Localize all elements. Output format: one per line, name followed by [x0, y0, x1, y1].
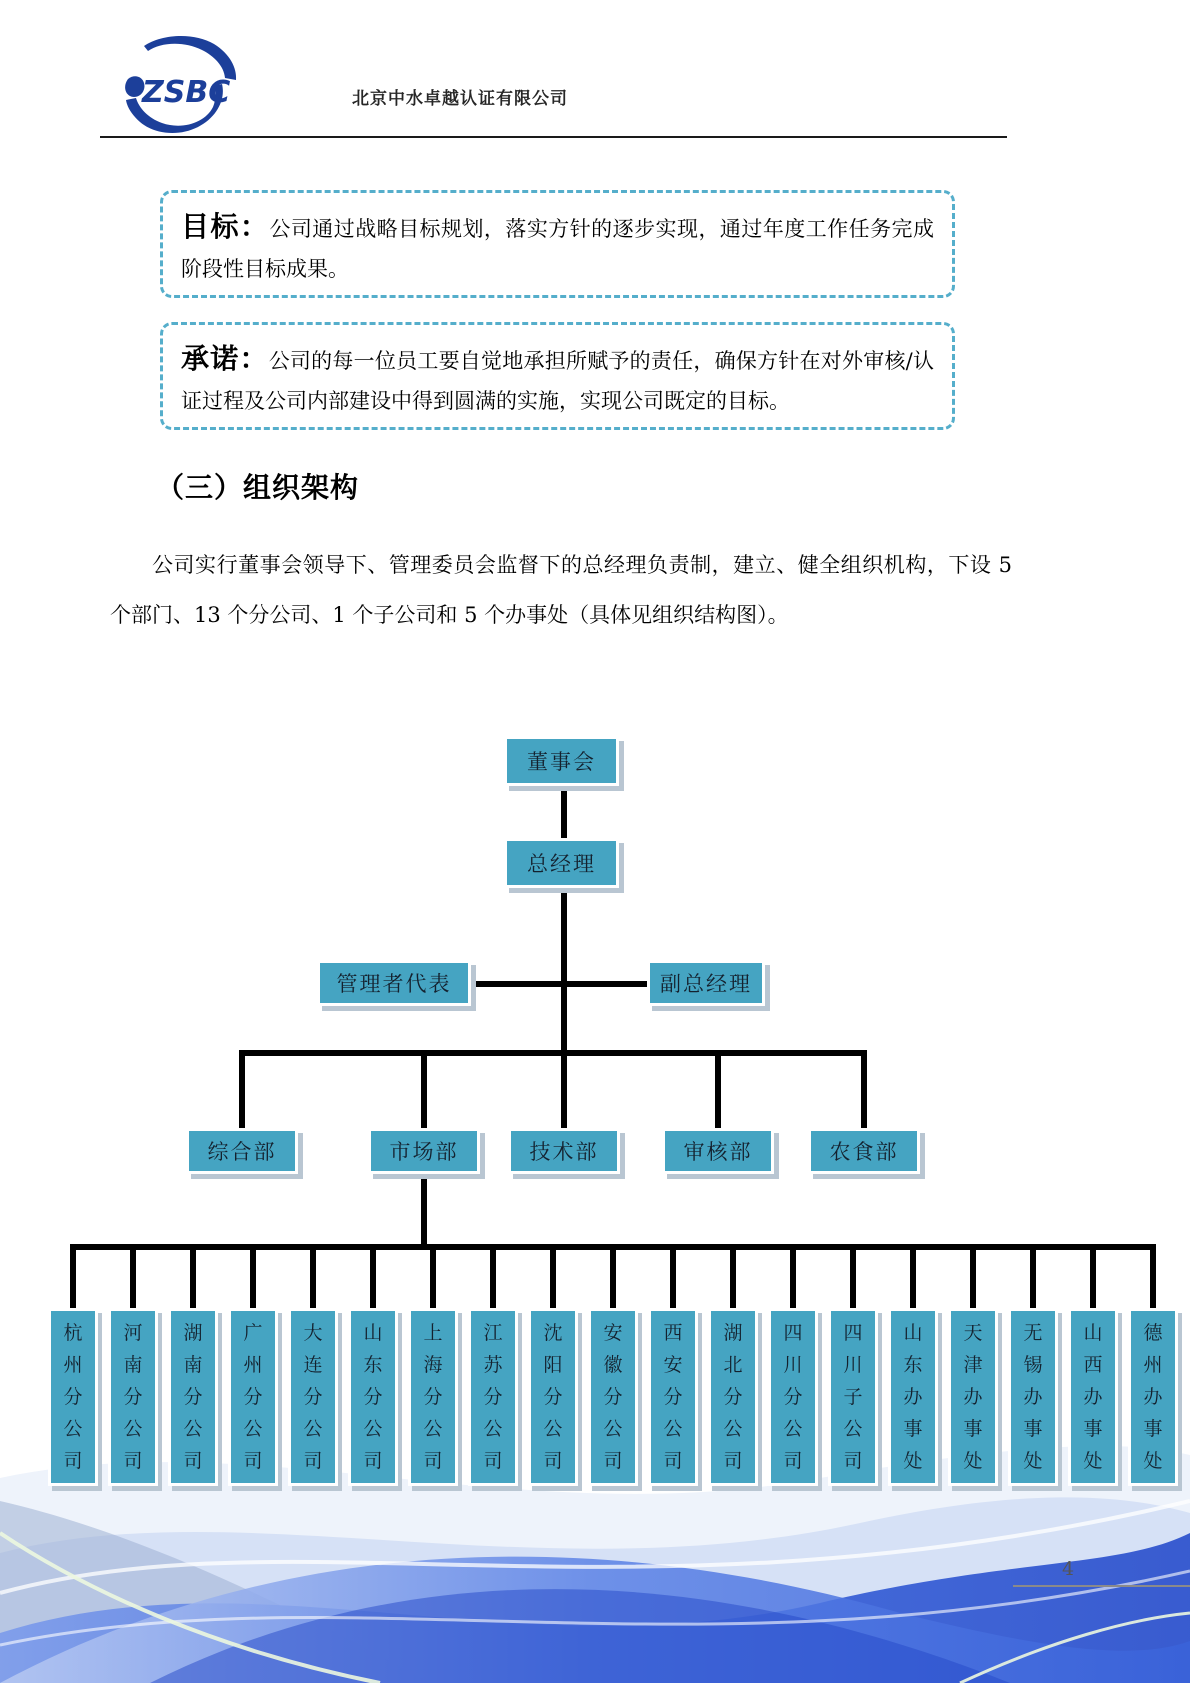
org-branch-char: 公 — [483, 1418, 503, 1440]
org-branch-char: 山 — [903, 1322, 923, 1344]
org-box-deputy-gm: 副总经理 — [647, 960, 765, 1006]
org-branch — [648, 1250, 698, 1486]
org-branch-char: 东 — [363, 1354, 383, 1376]
org-branch-char: 公 — [363, 1418, 383, 1440]
org-branch — [588, 1250, 638, 1486]
footer-page-number: 4 — [1062, 1558, 1075, 1580]
org-branch-char: 锡 — [1023, 1354, 1043, 1376]
org-branch — [708, 1250, 758, 1486]
org-dept-box: 市场部 — [368, 1128, 480, 1174]
connector-line — [561, 882, 567, 1050]
org-branch — [348, 1250, 398, 1486]
org-branch-char: 事 — [963, 1418, 983, 1440]
org-branch-char: 分 — [243, 1386, 263, 1408]
org-branch-char: 分 — [783, 1386, 803, 1408]
connector-line — [1030, 1250, 1036, 1308]
org-branch-char: 分 — [543, 1386, 563, 1408]
org-branch-char: 事 — [903, 1418, 923, 1440]
org-branch-char: 沈 — [543, 1322, 563, 1344]
org-dept-box: 审核部 — [662, 1128, 774, 1174]
org-branch-char: 办 — [1143, 1386, 1163, 1408]
org-branch-char: 处 — [1083, 1450, 1103, 1472]
org-branch-char: 公 — [783, 1418, 803, 1440]
org-branch-char: 司 — [663, 1450, 683, 1472]
org-branch-char: 上 — [423, 1322, 443, 1344]
connector-line — [430, 1250, 436, 1308]
org-branch-char: 办 — [1023, 1386, 1043, 1408]
org-branch-char: 连 — [303, 1354, 323, 1376]
org-branch-char: 司 — [603, 1450, 623, 1472]
org-branch-char: 办 — [903, 1386, 923, 1408]
org-branch-char: 司 — [543, 1450, 563, 1472]
connector-line — [1090, 1250, 1096, 1308]
connector-line — [370, 1250, 376, 1308]
org-branch — [1008, 1250, 1058, 1486]
org-branch-box — [1068, 1308, 1118, 1486]
org-branch-char: 公 — [63, 1418, 83, 1440]
org-branch-char: 司 — [723, 1450, 743, 1472]
goal-box — [160, 190, 955, 298]
org-branch-char: 徽 — [603, 1354, 623, 1376]
org-branch-char: 南 — [183, 1354, 203, 1376]
goal-label: 目标： — [181, 210, 270, 243]
org-branch-char: 分 — [483, 1386, 503, 1408]
footer-rule — [1013, 1585, 1190, 1587]
connector-line — [610, 1250, 616, 1308]
connector-line — [970, 1250, 976, 1308]
promise-text: 承诺：公司的每一位员工要自觉地承担所赋予的责任，确保方针在对外审核/认证过程及公司内部建设中得到圆满的实施，实现公司既定的目标。 — [181, 342, 934, 413]
org-branch-char: 无 — [1023, 1322, 1043, 1344]
org-branch — [948, 1250, 998, 1486]
org-dept-box: 综合部 — [186, 1128, 298, 1174]
org-branch-char: 西 — [1083, 1354, 1103, 1376]
connector-line — [790, 1250, 796, 1308]
org-branch-char: 分 — [63, 1386, 83, 1408]
org-branch-char: 州 — [63, 1354, 83, 1376]
org-branch-char: 河 — [123, 1322, 143, 1344]
connector-line — [550, 1250, 556, 1308]
org-branch-char: 司 — [123, 1450, 143, 1472]
org-branch-char: 司 — [363, 1450, 383, 1472]
org-branch-char: 公 — [183, 1418, 203, 1440]
org-branch-char: 广 — [243, 1322, 263, 1344]
org-branch-char: 处 — [903, 1450, 923, 1472]
org-branch — [1068, 1250, 1118, 1486]
org-branch-char: 南 — [123, 1354, 143, 1376]
org-branch-box — [348, 1308, 398, 1486]
org-branch-char: 德 — [1143, 1322, 1163, 1344]
org-branch-char: 大 — [303, 1322, 323, 1344]
connector-line — [421, 1056, 427, 1128]
org-branch-char: 处 — [1023, 1450, 1043, 1472]
org-box-board: 董事会 — [504, 736, 619, 786]
org-branch — [1128, 1250, 1178, 1486]
org-branch-char: 安 — [663, 1354, 683, 1376]
org-branch-box — [168, 1308, 218, 1486]
org-branch-char: 公 — [243, 1418, 263, 1440]
org-branch-char: 分 — [303, 1386, 323, 1408]
connector-line — [715, 1056, 721, 1128]
org-box-management-rep: 管理者代表 — [317, 960, 471, 1006]
org-branch — [168, 1250, 218, 1486]
header-rule — [100, 136, 1007, 138]
org-branch — [528, 1250, 578, 1486]
org-branch-char: 西 — [663, 1322, 683, 1344]
company-logo-icon — [106, 32, 251, 137]
org-dept-box: 技术部 — [508, 1128, 620, 1174]
org-branch-char: 分 — [723, 1386, 743, 1408]
org-branch-char: 司 — [483, 1450, 503, 1472]
connector-line — [730, 1250, 736, 1308]
connector-line — [310, 1250, 316, 1308]
connector-line — [910, 1250, 916, 1308]
org-branch-char: 苏 — [483, 1354, 503, 1376]
org-branch-char: 公 — [843, 1418, 863, 1440]
body-paragraph: 公司实行董事会领导下、管理委员会监督下的总经理负责制，建立、健全组织机构，下设 5 个部门、13 个分公司、1 个子公司和 5 个办事处（具体见组织结构图）。 — [110, 553, 1012, 627]
connector-line — [421, 1170, 427, 1244]
org-branch-char: 子 — [843, 1386, 863, 1408]
org-branch-box — [768, 1308, 818, 1486]
org-branch-char: 处 — [1143, 1450, 1163, 1472]
org-branch-char: 江 — [483, 1322, 503, 1344]
org-branch-char: 阳 — [543, 1354, 563, 1376]
connector-line — [850, 1250, 856, 1308]
logo-text: ZSBC — [142, 75, 231, 110]
org-branch-char: 津 — [963, 1354, 983, 1376]
org-branch-box — [108, 1308, 158, 1486]
org-branch-char: 处 — [963, 1450, 983, 1472]
org-branch-char: 安 — [603, 1322, 623, 1344]
org-branch-char: 天 — [963, 1322, 983, 1344]
connector-line — [561, 1056, 567, 1128]
org-branch-char: 公 — [663, 1418, 683, 1440]
org-branch-char: 公 — [303, 1418, 323, 1440]
org-branch-char: 州 — [1143, 1354, 1163, 1376]
org-branch-char: 公 — [543, 1418, 563, 1440]
org-branch-char: 川 — [783, 1354, 803, 1376]
org-branch-box — [468, 1308, 518, 1486]
connector-line — [190, 1250, 196, 1308]
org-branch — [408, 1250, 458, 1486]
org-branch-box — [648, 1308, 698, 1486]
org-branch-char: 司 — [783, 1450, 803, 1472]
org-branch-char: 湖 — [723, 1322, 743, 1344]
org-branch-char: 公 — [603, 1418, 623, 1440]
org-branch-row — [48, 1250, 1178, 1486]
org-branch-char: 分 — [423, 1386, 443, 1408]
org-branch-char: 办 — [963, 1386, 983, 1408]
org-branch-char: 杭 — [63, 1322, 83, 1344]
org-dept-box: 农食部 — [808, 1128, 920, 1174]
org-branch-char: 司 — [63, 1450, 83, 1472]
org-branch-char: 州 — [243, 1354, 263, 1376]
promise-box — [160, 322, 955, 430]
org-branch — [888, 1250, 938, 1486]
company-name: 北京中水卓越认证有限公司 — [352, 89, 568, 109]
connector-line — [468, 981, 653, 987]
org-branch-box — [708, 1308, 758, 1486]
connector-line — [239, 1050, 867, 1056]
org-branch-char: 司 — [843, 1450, 863, 1472]
org-branch-char: 四 — [843, 1322, 863, 1344]
connector-line — [70, 1250, 76, 1308]
connector-line — [239, 1056, 245, 1128]
org-branch-char: 东 — [903, 1354, 923, 1376]
connector-line — [861, 1056, 867, 1128]
org-branch — [228, 1250, 278, 1486]
org-branch-char: 分 — [663, 1386, 683, 1408]
org-branch-box — [1008, 1308, 1058, 1486]
org-branch-box — [408, 1308, 458, 1486]
goal-text: 目标：公司通过战略目标规划，落实方针的逐步实现，通过年度工作任务完成阶段性目标成果。 — [181, 210, 934, 281]
org-branch-box — [48, 1308, 98, 1486]
org-branch-box — [1128, 1308, 1178, 1486]
org-branch-char: 山 — [1083, 1322, 1103, 1344]
connector-line — [250, 1250, 256, 1308]
org-branch-char: 分 — [123, 1386, 143, 1408]
org-branch-char: 川 — [843, 1354, 863, 1376]
org-branch-char: 分 — [183, 1386, 203, 1408]
org-branch-char: 公 — [723, 1418, 743, 1440]
org-branch — [108, 1250, 158, 1486]
org-branch-char: 分 — [603, 1386, 623, 1408]
connector-line — [490, 1250, 496, 1308]
connector-line — [670, 1250, 676, 1308]
org-branch — [288, 1250, 338, 1486]
org-branch-box — [828, 1308, 878, 1486]
org-branch-box — [948, 1308, 998, 1486]
org-branch-char: 北 — [723, 1354, 743, 1376]
org-branch-char: 事 — [1023, 1418, 1043, 1440]
org-branch-char: 海 — [423, 1354, 443, 1376]
org-branch-char: 湖 — [183, 1322, 203, 1344]
org-branch-char: 司 — [183, 1450, 203, 1472]
org-branch-char: 公 — [423, 1418, 443, 1440]
org-branch-box — [528, 1308, 578, 1486]
org-branch-char: 司 — [303, 1450, 323, 1472]
org-branch-box — [888, 1308, 938, 1486]
org-branch-char: 公 — [123, 1418, 143, 1440]
org-branch-char: 办 — [1083, 1386, 1103, 1408]
org-branch-char: 四 — [783, 1322, 803, 1344]
org-branch — [828, 1250, 878, 1486]
org-branch — [48, 1250, 98, 1486]
org-branch-box — [228, 1308, 278, 1486]
org-branch-char: 司 — [243, 1450, 263, 1472]
org-branch-char: 事 — [1083, 1418, 1103, 1440]
org-branch-box — [288, 1308, 338, 1486]
promise-label: 承诺： — [181, 342, 269, 375]
connector-line — [561, 780, 567, 838]
org-branch-box — [588, 1308, 638, 1486]
org-branch-char: 分 — [363, 1386, 383, 1408]
org-branch — [768, 1250, 818, 1486]
org-branch — [468, 1250, 518, 1486]
connector-line — [1150, 1250, 1156, 1308]
connector-line — [130, 1250, 136, 1308]
org-branch-char: 事 — [1143, 1418, 1163, 1440]
org-branch-char: 司 — [423, 1450, 443, 1472]
section-heading: （三）组织架构 — [156, 471, 360, 504]
org-box-general-manager: 总经理 — [504, 838, 619, 888]
org-branch-char: 山 — [363, 1322, 383, 1344]
